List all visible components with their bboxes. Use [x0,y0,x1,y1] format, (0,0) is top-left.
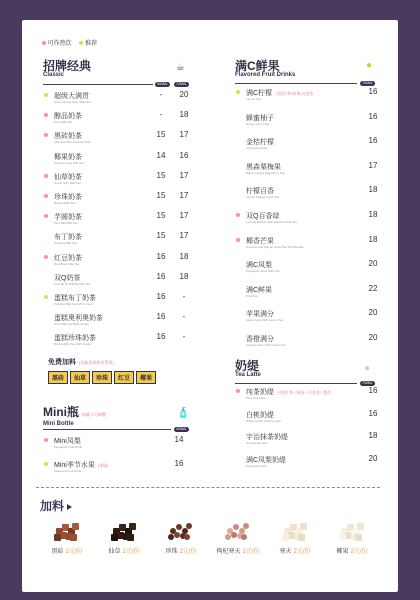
item-subtitle: Uji Matcha Latte [246,441,268,445]
size-badge-500: 500ML [157,82,168,86]
recommend-dot-icon [44,462,48,466]
price-700: 18 [179,110,189,120]
price-500: 15 [156,231,166,241]
menu-item [236,186,396,206]
menu-item [236,88,396,108]
coconut-cubes-icon [327,518,377,542]
price: 18 [368,234,378,244]
price: 16 [368,87,378,96]
price-500: 15 [156,130,166,140]
item-name: 蜂蜜柚子 [246,114,274,122]
item-subtitle: Oreo Milk Tea With Cream [54,322,90,327]
white-cubes-icon [270,518,320,542]
item-name: 蛋糕奥利奥奶茶 [54,315,103,323]
price: 16 [174,459,184,468]
dashed-divider [36,487,380,488]
latte-subtitle: Tea Latte [235,372,261,378]
price-700: - [182,292,186,301]
item-subtitle: Honey Citron Tea [246,121,270,126]
item-name: 芋圆奶茶 [54,214,82,222]
free-topping-chip: 黑砖 [48,371,68,384]
menu-item [236,137,396,157]
recommend-dot-icon [44,93,48,97]
item-subtitle: Coconut Jelly Milk Tea [54,160,84,165]
classic-header [43,60,91,79]
menu-item [44,436,204,456]
item-subtitle: 2 Kinds Bubble With Passion Fruit Tea [246,220,297,224]
arrow-icon [67,504,72,510]
mini-tag: 冰量不可调整 [82,412,106,417]
item-name: 仙草奶茶 [54,173,82,181]
menu-item [236,236,396,256]
recommend-dot-icon [44,295,48,299]
price: 16 [368,408,378,418]
price-500: - [159,90,163,99]
menu-item [44,460,204,480]
recommend-dot-icon [236,90,240,94]
brown-cubes-icon [42,518,92,542]
hot-dot-icon [236,389,240,393]
topping-item [270,518,320,555]
item-name: 苹果满分 [246,311,274,319]
price-700: 17 [179,170,189,180]
price: 18 [368,431,378,440]
item-name: Mini凤梨 [54,438,81,445]
topping-price: 2元/份 [122,549,140,555]
item-subtitle: Super Grand Slam Milk Tea [54,100,91,104]
item-subtitle: 2 Kinds Of Bubble Milk Tea [54,281,90,286]
mini-title: Mini瓶 [43,405,79,419]
menu-item [44,232,204,252]
hot-dot-icon [236,213,240,217]
price-700: 17 [179,231,189,241]
divider [43,429,171,430]
topping-price: 2元/份 [350,549,368,555]
legend-hot-label: 可作热饮 [47,41,72,47]
topping-item [42,518,92,555]
item-name: 满C柠檬 可选红茶/绿茶/乌龙茶 [246,90,314,97]
price: 18 [368,210,378,219]
price: 16 [368,386,378,395]
item-tag: (季候) [97,463,109,468]
cup-icon: ☕ [176,62,185,73]
price: 20 [368,259,378,269]
fruit-subtitle: Flavored Fruit Drinks [235,72,296,78]
pink-balls-icon [213,518,263,542]
menu-item [44,313,204,333]
free-title: 免费加料 [48,359,76,366]
item-name: 蛋糕珍珠奶茶 [54,335,96,343]
item-subtitle: Bubble Milk Tea With Cream [54,342,92,347]
item-subtitle: Coconut And Mango Smoothie With Bubble [246,244,304,249]
item-name: Mini季节水果 (季候) [54,462,109,469]
item-name: 黑砖奶茶 [54,133,82,141]
price-500: - [159,110,163,120]
price-700: 17 [179,130,189,140]
free-topping-chip: 椰果 [136,371,156,384]
hot-dot-icon [44,194,48,198]
size-badge-400: 400ML [176,427,187,431]
hot-dot-icon [44,133,48,137]
menu-item [236,285,396,305]
price-500: 15 [156,191,166,200]
tapioca-pearls-icon [156,518,206,542]
item-subtitle: Pineapple Fruit Drink [54,445,83,449]
item-subtitle: Lemon Passion Fruit Tea [246,195,280,200]
price: 18 [368,185,378,195]
size-badge-700: 700ML [362,381,373,385]
divider [235,83,357,84]
price-700: 16 [179,150,189,160]
item-subtitle: Apple Juice With Green Tea [246,318,284,323]
item-name: 满C凤梨奶缇 [246,456,287,464]
topping-item [327,518,377,555]
price: 22 [368,283,378,293]
item-subtitle: Seasonal Fruit Drink [54,469,82,473]
item-subtitle: Pineapple Juice With Tea [246,269,280,274]
price-700: - [182,332,186,342]
topping-name: 珍珠 [165,549,178,555]
item-name: 满C鲜果 [246,286,273,294]
price: 14 [174,435,184,444]
menu-item [44,152,204,172]
recommend-dot-icon [79,41,83,45]
price-700: 17 [179,211,189,221]
topping-name: 黑砖 [51,549,64,555]
item-subtitle: Bubble Milk Tea [54,201,76,205]
menu-item [236,260,396,280]
menu-item [236,387,396,407]
topping-item [213,518,263,555]
item-name: 布丁奶茶 [54,234,82,242]
free-chips [48,371,156,384]
item-name: 纯茶奶缇 可选红茶 / 绿茶 / 乌龙茶 / 普洱 [246,389,332,396]
item-subtitle: White Peach Oolong Latte [246,418,282,423]
menu-item [236,113,396,133]
item-tag: 可选红茶 / 绿茶 / 乌龙茶 / 普洱 [277,390,332,395]
item-subtitle: Black Currant Raspberry Tea [246,170,285,175]
free-toppings [48,357,156,384]
price-700: 18 [179,271,189,281]
item-name: 柠檬百香 [246,188,274,196]
menu-item [44,333,204,353]
price-700: 18 [179,251,189,261]
hot-dot-icon [44,255,48,259]
bottle-icon: 🧴 [177,408,190,419]
price-500: 15 [156,211,166,221]
price-700: - [182,312,186,322]
item-name: 双Q奶茶 [54,274,81,282]
item-subtitle: Pure Milk Tea [54,120,73,125]
menu-item [44,273,204,293]
hot-dot-icon [44,174,48,178]
menu-item [236,410,396,430]
classic-title: 招牌经典 [43,59,92,73]
hot-dot-icon [42,41,46,45]
price-500: 14 [156,150,166,160]
item-subtitle: Kumquat Lemon [246,146,269,151]
price-700: 17 [179,191,189,200]
legend [42,38,97,47]
price-500: 15 [156,170,166,180]
item-subtitle: Pudding Milk Tea [54,241,77,246]
toppings-title: 加料 [40,499,65,513]
size-badge-700: 700ML [176,82,187,86]
menu-item [236,162,396,182]
menu-item [236,455,396,475]
hot-dot-icon [44,214,48,218]
hot-dot-icon [236,238,240,242]
item-name: 白桃奶缇 [246,411,274,419]
legend-recommend-label: 推荐 [85,41,98,47]
item-subtitle: Red Bean Milk Tea [54,261,80,266]
topping-name: 仙草 [108,549,121,555]
mini-subtitle: Mini Bottle [43,421,74,427]
item-name: 满C凤梨 [246,262,273,270]
item-subtitle: Fruit Tea [246,293,258,298]
price-500: 16 [156,292,166,301]
topping-name: 椰果 [336,549,349,555]
menu-item [236,211,396,231]
black-cubes-icon [99,518,149,542]
price-700: 20 [179,90,189,99]
item-subtitle: Orange Juice With Green Tea [246,343,286,347]
item-name: 红豆奶茶 [54,254,82,262]
menu-item [236,334,396,354]
latte-title: 奶缇 [235,359,260,373]
cream-icon: ● [364,363,371,374]
item-subtitle: Lemon Tea [246,97,261,101]
free-topping-chip: 红豆 [114,371,134,384]
free-topping-chip: 仙草 [70,371,90,384]
divider [43,84,153,85]
fruit-header [235,60,295,79]
topping-price: 2元/份 [179,549,197,555]
price: 20 [368,333,378,342]
topping-price: 2元/份 [242,549,260,555]
item-name: 超级大满贯 [54,93,89,100]
item-name: 黑森栗梅果 [246,163,281,171]
item-name: 香橙满分 [246,336,274,343]
latte-header [235,360,261,379]
item-tag: 可选红茶/绿茶/乌龙茶 [275,91,314,96]
menu-item [44,111,204,131]
topping-item [156,518,206,555]
topping-price: 2元/份 [65,549,83,555]
item-subtitle: Pure Tea Latte [246,396,266,400]
price-500: 16 [156,251,166,261]
menu-item [44,172,204,192]
price-500: 16 [156,312,166,322]
free-note: (仅能选择奶茶系列) [79,360,114,365]
item-subtitle: Pudding Milk Tea With Cream [54,302,94,306]
item-name: 椰香芒果 [246,237,274,245]
fruit-title: 满C鲜果 [235,59,280,73]
item-name: 金桔柠檬 [246,139,274,147]
menu-item [236,309,396,329]
hot-dot-icon [44,113,48,117]
item-subtitle: Grass Jelly Milk Tea [54,180,81,185]
price: 16 [368,111,378,121]
hot-dot-icon [44,438,48,442]
menu-item [44,192,204,212]
topping-name: 寒天 [279,549,292,555]
item-name: 双Q百香绿 [246,213,280,220]
topping-price: 2元/份 [293,549,311,555]
mini-header [43,406,106,428]
price-500: 16 [156,332,166,342]
toppings-header [40,497,72,514]
price: 20 [368,453,378,463]
price: 20 [368,308,378,318]
item-subtitle: Pineapple Latte [246,463,267,468]
menu-item [44,253,204,273]
price: 16 [368,136,378,146]
item-name: 椰果奶茶 [54,153,82,161]
classic-subtitle: Classic [43,72,65,78]
item-subtitle: Taro Ball Milk Tea [54,221,78,226]
menu-item [44,91,204,111]
menu-item [44,293,204,313]
item-subtitle: Milk Tea With Caramel Jelly [54,140,91,145]
price-500: 16 [156,271,166,281]
free-topping-chip: 珍珠 [92,371,112,384]
item-name: 宇治抹茶奶缇 [246,434,288,441]
menu-item [236,432,396,452]
lemon-icon: ● [366,60,373,71]
menu-item [44,131,204,151]
topping-name: 枸杞寒天 [216,549,241,555]
topping-item [99,518,149,555]
item-name: 醇品奶茶 [54,113,82,121]
item-name: 珍珠奶茶 [54,194,82,201]
divider [235,383,357,384]
item-name: 蛋糕布丁奶茶 [54,295,96,302]
menu-item [44,212,204,232]
size-badge-700: 700ML [362,81,373,85]
price: 17 [368,160,378,170]
